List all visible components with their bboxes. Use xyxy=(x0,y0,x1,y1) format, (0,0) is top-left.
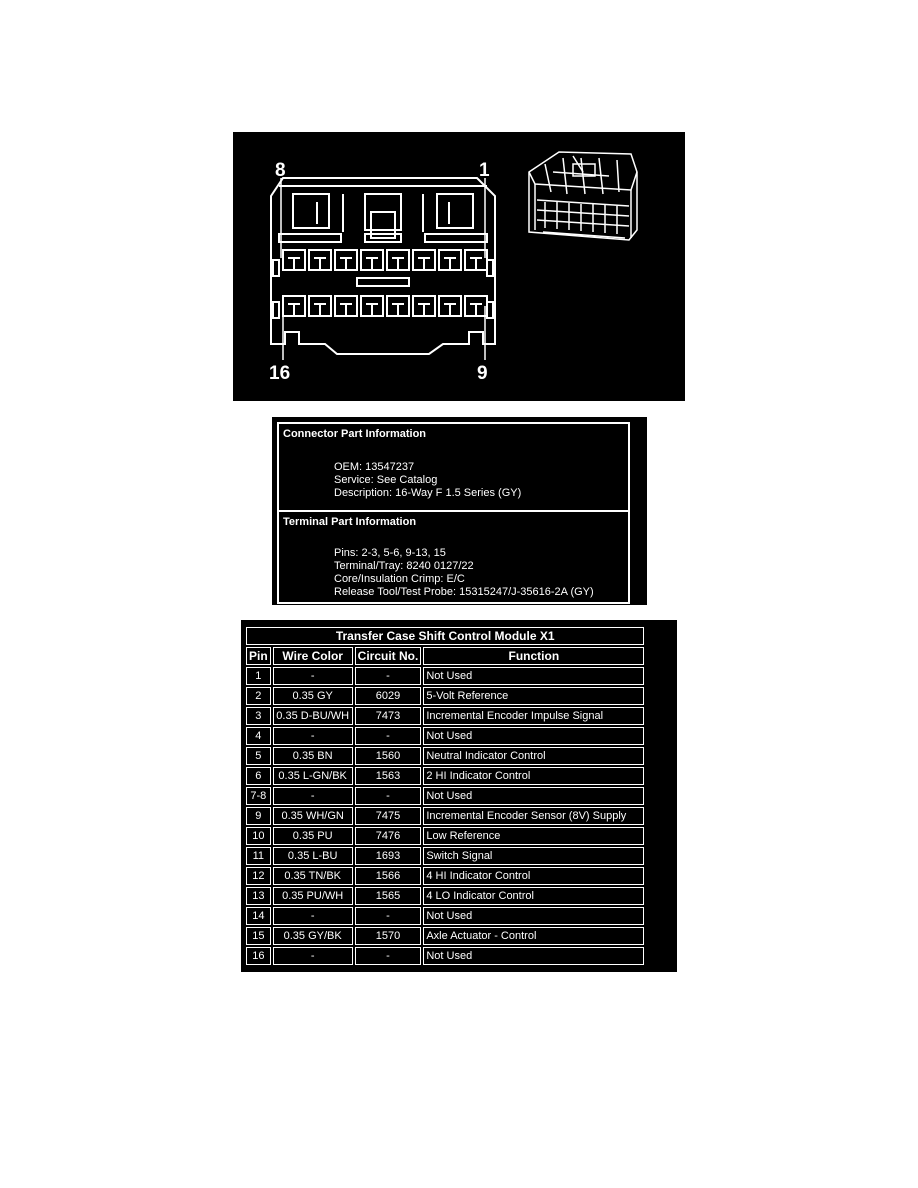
circuit-cell: 1565 xyxy=(355,887,422,905)
wire-color-cell: - xyxy=(273,727,353,745)
pin-cell: 9 xyxy=(246,807,271,825)
table-row xyxy=(246,887,644,905)
connector-part-info xyxy=(279,424,628,512)
pin-assignment-table xyxy=(244,625,646,967)
circuit-cell: - xyxy=(355,667,422,685)
pin-cell: 10 xyxy=(246,827,271,845)
pin-cell: 11 xyxy=(246,847,271,865)
table-row xyxy=(246,807,644,825)
table-row xyxy=(246,947,644,965)
wire-color-cell: 0.35 PU/WH xyxy=(273,887,353,905)
function-cell: Not Used xyxy=(423,947,644,965)
circuit-cell: 1566 xyxy=(355,867,422,885)
circuit-cell: 1570 xyxy=(355,927,422,945)
pin-cell: 16 xyxy=(246,947,271,965)
pin-cell: 2 xyxy=(246,687,271,705)
table-row xyxy=(246,687,644,705)
pin-rows xyxy=(246,667,644,965)
function-cell: Axle Actuator - Control xyxy=(423,927,644,945)
pin-label-8: 8 xyxy=(275,160,286,181)
pin-assignment-panel xyxy=(241,620,677,972)
table-row xyxy=(246,907,644,925)
header-pin: Pin xyxy=(246,647,271,665)
table-row xyxy=(246,767,644,785)
pin-cell: 6 xyxy=(246,767,271,785)
circuit-cell: - xyxy=(355,947,422,965)
function-cell: Not Used xyxy=(423,667,644,685)
terminal-pins: Pins: 2-3, 5-6, 9-13, 15 xyxy=(334,547,446,559)
header-function: Function xyxy=(423,647,644,665)
function-cell: 2 HI Indicator Control xyxy=(423,767,644,785)
pin-label-16: 16 xyxy=(269,363,291,384)
wire-color-cell: - xyxy=(273,947,353,965)
pin-cell: 15 xyxy=(246,927,271,945)
wire-color-cell: 0.35 GY xyxy=(273,687,353,705)
circuit-cell: 7476 xyxy=(355,827,422,845)
terminal-tray: Terminal/Tray: 8240 0127/22 xyxy=(334,560,474,572)
circuit-cell: 1560 xyxy=(355,747,422,765)
connector-isometric-view xyxy=(529,152,637,240)
terminal-release-tool: Release Tool/Test Probe: 15315247/J-35616-2A (GY) xyxy=(334,586,594,598)
wire-color-cell: 0.35 L-BU xyxy=(273,847,353,865)
part-information-panel xyxy=(272,417,647,605)
wire-color-cell: 0.35 WH/GN xyxy=(273,807,353,825)
function-cell: Not Used xyxy=(423,727,644,745)
function-cell: Neutral Indicator Control xyxy=(423,747,644,765)
wire-color-cell: 0.35 BN xyxy=(273,747,353,765)
terminal-part-info-heading: Terminal Part Information xyxy=(283,516,417,528)
function-cell: 5-Volt Reference xyxy=(423,687,644,705)
table-row xyxy=(246,667,644,685)
table-title: Transfer Case Shift Control Module X1 xyxy=(246,627,644,645)
table-row xyxy=(246,927,644,945)
table-row xyxy=(246,707,644,725)
table-row xyxy=(246,847,644,865)
connector-oem: OEM: 13547237 xyxy=(334,461,415,473)
function-cell: Low Reference xyxy=(423,827,644,845)
circuit-cell: 7475 xyxy=(355,807,422,825)
table-row xyxy=(246,867,644,885)
table-row xyxy=(246,827,644,845)
function-cell: Not Used xyxy=(423,907,644,925)
table-row xyxy=(246,787,644,805)
wire-color-cell: - xyxy=(273,787,353,805)
wire-color-cell: 0.35 L-GN/BK xyxy=(273,767,353,785)
header-wire-color: Wire Color xyxy=(273,647,353,665)
circuit-cell: - xyxy=(355,727,422,745)
table-row xyxy=(246,747,644,765)
pin-label-9: 9 xyxy=(477,363,488,384)
function-cell: 4 HI Indicator Control xyxy=(423,867,644,885)
wire-color-cell: 0.35 GY/BK xyxy=(273,927,353,945)
header-circuit: Circuit No. xyxy=(355,647,422,665)
connector-part-info-heading: Connector Part Information xyxy=(283,428,427,440)
pin-cell: 3 xyxy=(246,707,271,725)
pin-cell: 1 xyxy=(246,667,271,685)
wire-color-cell: - xyxy=(273,667,353,685)
wire-color-cell: 0.35 PU xyxy=(273,827,353,845)
pin-cell: 4 xyxy=(246,727,271,745)
wire-color-cell: - xyxy=(273,907,353,925)
part-information-frame xyxy=(277,422,630,604)
pin-cell: 12 xyxy=(246,867,271,885)
function-cell: 4 LO Indicator Control xyxy=(423,887,644,905)
function-cell: Incremental Encoder Impulse Signal xyxy=(423,707,644,725)
pin-label-1: 1 xyxy=(479,160,490,181)
connector-diagram xyxy=(233,132,685,401)
terminal-part-info xyxy=(279,512,628,602)
circuit-cell: 6029 xyxy=(355,687,422,705)
circuit-cell: - xyxy=(355,907,422,925)
function-cell: Not Used xyxy=(423,787,644,805)
function-cell: Switch Signal xyxy=(423,847,644,865)
table-row xyxy=(246,727,644,745)
pin-cell: 5 xyxy=(246,747,271,765)
connector-description: Description: 16-Way F 1.5 Series (GY) xyxy=(334,487,522,499)
circuit-cell: 7473 xyxy=(355,707,422,725)
wire-color-cell: 0.35 D-BU/WH xyxy=(273,707,353,725)
circuit-cell: - xyxy=(355,787,422,805)
terminal-crimp: Core/Insulation Crimp: E/C xyxy=(334,573,465,585)
circuit-cell: 1563 xyxy=(355,767,422,785)
pin-cell: 13 xyxy=(246,887,271,905)
function-cell: Incremental Encoder Sensor (8V) Supply xyxy=(423,807,644,825)
circuit-cell: 1693 xyxy=(355,847,422,865)
connector-face-drawing xyxy=(233,132,685,401)
pin-cell: 7-8 xyxy=(246,787,271,805)
connector-service: Service: See Catalog xyxy=(334,474,438,486)
pin-cell: 14 xyxy=(246,907,271,925)
wire-color-cell: 0.35 TN/BK xyxy=(273,867,353,885)
